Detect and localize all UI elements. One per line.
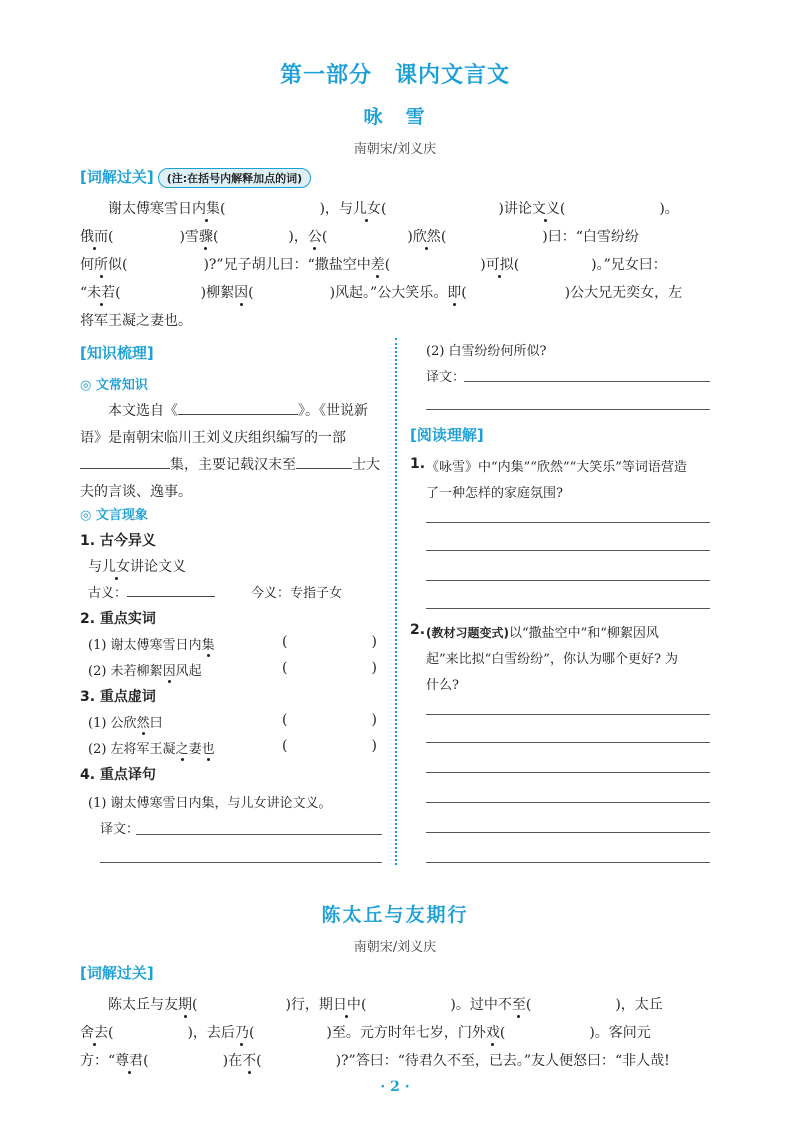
knowledge-section-header: [知识梳理] bbox=[80, 344, 154, 362]
answer-line[interactable] bbox=[426, 580, 710, 581]
knowledge-line-3 bbox=[80, 454, 380, 474]
text-seg: 以“撒盐空中”和“柳絮因风 bbox=[508, 626, 659, 641]
q4-title: 4. 重点译句 bbox=[80, 767, 156, 783]
answer-line[interactable] bbox=[100, 862, 382, 863]
text-line-5: 将军王凝之妻也。 bbox=[80, 313, 192, 329]
answer-line[interactable] bbox=[426, 802, 710, 803]
text-seg: )。”兄女曰： bbox=[591, 257, 667, 273]
answer-line[interactable] bbox=[426, 772, 710, 773]
dotted-word: 集 bbox=[202, 634, 215, 653]
dotted-word: 舍去 bbox=[80, 1022, 108, 1042]
wenchang-header: ◎ 文常知识 bbox=[80, 378, 148, 393]
answer-line[interactable] bbox=[464, 381, 710, 382]
r2-line-1 bbox=[426, 622, 659, 641]
q1-sentence: 与儿女讲论文义 bbox=[88, 556, 186, 576]
answer-line[interactable] bbox=[426, 714, 710, 715]
text-seg: )?”兄子胡儿曰：“撒盐空中 bbox=[203, 257, 371, 273]
wenyan-header: ◎ 文言现象 bbox=[80, 508, 148, 523]
answer-line[interactable] bbox=[426, 522, 710, 523]
dotted-word: 期 bbox=[178, 994, 192, 1014]
dotted-word: 何所似 bbox=[80, 254, 122, 274]
poem2-line-3: 方：“尊君( )在不( )?”答曰：“待君久不至，已去。”友人便怒曰：“非人哉! bbox=[80, 1050, 670, 1070]
q4-item-1: (1) 谢太傅寒雪日内集，与儿女讲论文义。 bbox=[88, 796, 332, 811]
q3-answer-1[interactable]: ( ) bbox=[282, 712, 377, 728]
dotted-word: 也 bbox=[202, 738, 215, 757]
answer-line[interactable] bbox=[426, 832, 710, 833]
fill-blank-source[interactable] bbox=[178, 401, 298, 415]
text-seg: )讲论 bbox=[498, 201, 532, 217]
r2-number: 2. bbox=[410, 622, 426, 638]
gu-label: 古义： bbox=[88, 586, 128, 601]
page-number: · 2 · bbox=[380, 1079, 410, 1095]
poem2-author: 南朝宋/刘义庆 bbox=[353, 940, 437, 955]
dotted-word: 内集 bbox=[192, 198, 220, 218]
q2-item-1: (1) 谢太傅寒雪日内集 bbox=[88, 634, 215, 653]
text-line-3: 何所似( )?”兄子胡儿曰：“撒盐空中差( )可拟( )。”兄女曰： bbox=[80, 254, 667, 274]
fill-blank-era[interactable] bbox=[296, 455, 352, 469]
dotted-word: 欣然 bbox=[413, 226, 441, 246]
answer-line[interactable] bbox=[426, 742, 710, 743]
poem-title: 咏 雪 bbox=[363, 106, 427, 128]
r1-number: 1. bbox=[410, 456, 426, 472]
exercise-tag: (教材习题变式) bbox=[426, 626, 509, 640]
text-line-4: “未若( )柳絮因( )风起。”公大笑乐。即( )公大兄无奕女，左 bbox=[80, 282, 682, 302]
text-seg: )雪 bbox=[179, 229, 199, 245]
dotted-word: 文义 bbox=[532, 198, 560, 218]
dotted-word: 因 bbox=[163, 660, 176, 679]
poem-author: 南朝宋/刘义庆 bbox=[353, 142, 437, 157]
q2-answer-2[interactable]: ( ) bbox=[282, 660, 377, 676]
poem2-line-1: 陈太丘与友期( )行，期日中( )。过中不至( )，太丘 bbox=[108, 994, 663, 1014]
dotted-word: 日中 bbox=[333, 994, 361, 1014]
text-seg: ) bbox=[407, 229, 413, 245]
r1-line-2: 了一种怎样的家庭氛围? bbox=[426, 486, 563, 501]
text-seg: 谢太傅寒雪日 bbox=[108, 201, 192, 217]
text-seg: “ bbox=[80, 285, 88, 301]
section-label: [词解过关] bbox=[80, 168, 154, 186]
text-seg: )风起。”公大笑乐。 bbox=[329, 285, 448, 301]
dotted-word: 儿女 bbox=[353, 198, 381, 218]
q1-meanings bbox=[88, 582, 342, 601]
text-seg: )公大兄无奕女，左 bbox=[564, 285, 683, 301]
knowledge-line-2: 语》是南朝宋临川王刘义庆组织编写的一部 bbox=[80, 430, 346, 446]
reading-section-header: [阅读理解] bbox=[410, 426, 484, 444]
dotted-word: 骤 bbox=[199, 226, 213, 246]
fill-blank-gu[interactable] bbox=[127, 583, 215, 597]
dotted-word: 之 bbox=[176, 738, 189, 757]
text-line-2: 俄而( )雪骤( )，公( )欣然( )曰：“白雪纷纷 bbox=[80, 226, 639, 246]
dotted-word: 然 bbox=[137, 712, 150, 731]
poem2-title: 陈太丘与友期行 bbox=[321, 904, 469, 926]
dotted-word: 不 bbox=[242, 1050, 256, 1070]
text-seg: ) bbox=[480, 257, 486, 273]
dotted-word: 因 bbox=[234, 282, 248, 302]
answer-line[interactable] bbox=[426, 862, 710, 863]
vocab-section-header-2: [词解过关] bbox=[80, 964, 154, 982]
q3-title: 3. 重点虚词 bbox=[80, 689, 156, 705]
r2-line-2: 起”来比拟“白雪纷纷”，你认为哪个更好? 为 bbox=[426, 652, 679, 667]
text-seg: 本文选自《 bbox=[108, 403, 178, 419]
vocab-section-header bbox=[80, 166, 311, 188]
answer-line[interactable] bbox=[136, 834, 382, 835]
dotted-word: 差 bbox=[371, 254, 385, 274]
knowledge-line-4: 夫的言谈、逸事。 bbox=[80, 484, 192, 500]
q1-title: 1. 古今异义 bbox=[80, 533, 156, 549]
dotted-word: 尊君 bbox=[115, 1050, 143, 1070]
fill-blank-genre[interactable] bbox=[80, 455, 170, 469]
dotted-word: 戏 bbox=[486, 1022, 500, 1042]
poem2-line-2: 舍去( )，去后乃( )至。元方时年七岁，门外戏( )。客问元 bbox=[80, 1022, 651, 1042]
text-seg: 集，主要记载汉末至 bbox=[170, 457, 296, 473]
q2-answer-1[interactable]: ( ) bbox=[282, 634, 377, 650]
dotted-word: 公 bbox=[308, 226, 322, 246]
q3-item-1: (1) 公欣然曰 bbox=[88, 712, 163, 731]
text-seg: )，与 bbox=[319, 201, 353, 217]
column-divider bbox=[395, 338, 397, 865]
q3-answer-2[interactable]: ( ) bbox=[282, 738, 377, 754]
dotted-word: 儿女 bbox=[102, 556, 130, 576]
q4-item-2: (2) 白雪纷纷何所似? bbox=[426, 344, 547, 359]
r2-line-3: 什么? bbox=[426, 678, 459, 693]
text-seg: 》。《世说新 bbox=[298, 403, 368, 419]
q3-item-2: (2) 左将军王凝之妻也 bbox=[88, 738, 215, 757]
text-line-1: 谢太傅寒雪日内集( )，与儿女( )讲论文义( )。 bbox=[108, 198, 679, 218]
text-seg: )柳絮 bbox=[200, 285, 235, 301]
dotted-word: 乃 bbox=[235, 1022, 249, 1042]
q2-title: 2. 重点实词 bbox=[80, 611, 156, 627]
answer-line[interactable] bbox=[426, 608, 710, 609]
q4-yiwen-label: 译文： bbox=[100, 822, 140, 837]
r1-line-1: 《咏雪》中“内集”“欣然”“大笑乐”等词语营造 bbox=[426, 460, 687, 475]
dotted-word: 未若 bbox=[87, 282, 115, 302]
text-seg: )。 bbox=[659, 201, 679, 217]
text-seg: 士大 bbox=[352, 457, 380, 473]
knowledge-line-1 bbox=[108, 400, 368, 420]
dotted-word: 可拟 bbox=[486, 254, 514, 274]
text-seg: )曰：“白雪纷纷 bbox=[542, 229, 639, 245]
q2-item-2: (2) 未若柳絮因风起 bbox=[88, 660, 202, 679]
dotted-word: 即 bbox=[447, 282, 461, 302]
dotted-word: 至 bbox=[512, 994, 526, 1014]
dotted-word: 俄而 bbox=[80, 226, 108, 246]
jin-label: 今义：专指子女 bbox=[251, 586, 343, 601]
answer-line[interactable] bbox=[426, 409, 710, 410]
text-seg: )， bbox=[288, 229, 308, 245]
q4-2-yiwen-label: 译文： bbox=[426, 370, 466, 385]
note-badge: (注:在括号内解释加点的词) bbox=[158, 168, 311, 188]
part-title: 第一部分 课内文言文 bbox=[279, 62, 510, 88]
answer-line[interactable] bbox=[426, 550, 710, 551]
